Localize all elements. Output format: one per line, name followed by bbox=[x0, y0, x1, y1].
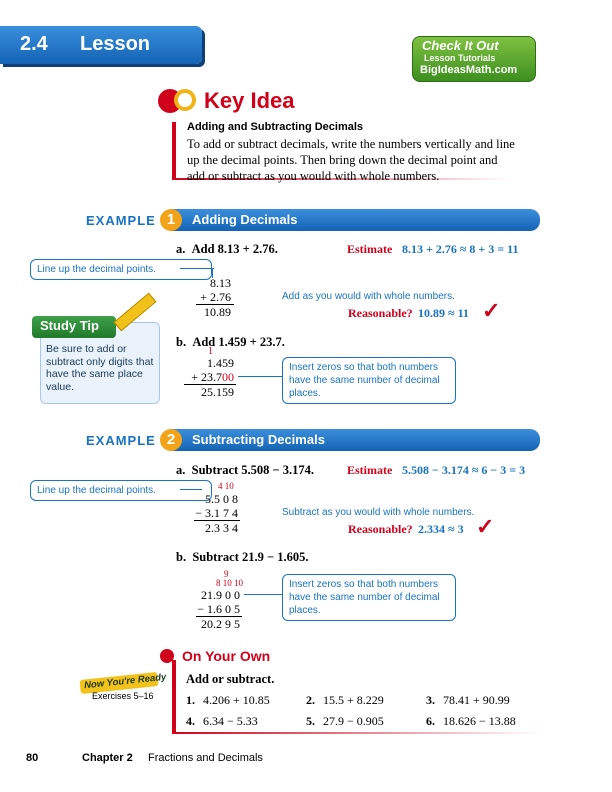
ex2a-borrow: 4 10 bbox=[218, 481, 234, 491]
key-idea-border bbox=[172, 122, 176, 180]
now-youre-ready-label: Now You're Ready bbox=[83, 671, 167, 692]
ex2b-prompt bbox=[176, 550, 308, 565]
ex2a-prompt bbox=[176, 463, 314, 478]
example-1-label: EXAMPLE bbox=[86, 213, 156, 228]
exercise-2-num: 2. bbox=[306, 693, 315, 707]
ex2b-letter: b. bbox=[176, 550, 187, 564]
ex1b-zeros: 00 bbox=[222, 370, 234, 384]
on-your-own-border-bottom bbox=[172, 732, 542, 734]
ex1a-reasonable-label: Reasonable? bbox=[348, 306, 413, 320]
ex1b-text: Add 1.459 + 23.7. bbox=[192, 335, 285, 349]
ex1a-line1: 8.13 bbox=[210, 276, 231, 290]
ex2b-line1: 21.9 0 0 bbox=[201, 588, 240, 602]
ex2a-reasonable-label: Reasonable? bbox=[348, 522, 413, 536]
ex1a-callout-arrow bbox=[180, 268, 214, 269]
example-1-number: 1 bbox=[160, 209, 182, 231]
ex2a-note: Subtract as you would with whole numbers. bbox=[282, 507, 475, 518]
on-your-own-border bbox=[172, 660, 176, 734]
ex1a-prompt bbox=[176, 242, 278, 257]
chapter-name: Fractions and Decimals bbox=[148, 752, 263, 764]
exercise-5 bbox=[306, 712, 384, 730]
ex2a-line2: − 3.1 7 4 bbox=[195, 506, 238, 520]
page-number: 80 bbox=[26, 752, 39, 764]
exercise-4 bbox=[186, 712, 258, 730]
ex1b-line2 bbox=[180, 370, 234, 384]
ex2a-reasonable: 2.334 ≈ 3 bbox=[418, 522, 464, 536]
badge-site-name: BigIdeasMath bbox=[420, 64, 492, 76]
badge-title: Check It Out bbox=[422, 38, 499, 53]
ex1b-prompt bbox=[176, 335, 285, 350]
ex1a-check-icon: ✓ bbox=[482, 298, 501, 323]
study-tip-text: Be sure to add or subtract only digits that have the same place value. bbox=[46, 343, 154, 393]
example-2-title: Subtracting Decimals bbox=[192, 432, 325, 447]
ex2b-result: 20.2 9 5 bbox=[201, 617, 240, 631]
ex2a-result: 2.3 3 4 bbox=[205, 521, 238, 535]
study-tip-title: Study Tip bbox=[40, 318, 99, 333]
ex1a-reasonable: 10.89 ≈ 11 bbox=[418, 306, 469, 320]
exercise-3 bbox=[426, 691, 510, 709]
exercise-3-expr: 78.41 + 90.99 bbox=[443, 693, 510, 707]
example-2-number: 2 bbox=[160, 429, 182, 451]
ex2b-line2: − 1.6 0 5 bbox=[197, 602, 240, 616]
lesson-number: 2.4 bbox=[20, 33, 48, 55]
ex1b-carry: 1 bbox=[208, 346, 213, 357]
exercise-4-num: 4. bbox=[186, 714, 195, 728]
exercise-3-num: 3. bbox=[426, 693, 435, 707]
ex2a-estimate: 5.508 − 3.174 ≈ 6 − 3 = 3 bbox=[402, 463, 526, 477]
ex1a-estimate-label: Estimate bbox=[347, 242, 393, 256]
ex2b-borrow-top: 9 bbox=[224, 569, 229, 579]
ex2a-line1: 5.5 0 8 bbox=[205, 492, 238, 506]
on-your-own-title: On Your Own bbox=[182, 648, 271, 664]
ex2a-text: Subtract 5.508 − 3.174. bbox=[191, 463, 315, 477]
exercise-2 bbox=[306, 691, 384, 709]
exercise-1-expr: 4.206 + 10.85 bbox=[203, 693, 270, 707]
ex1b-letter: b. bbox=[176, 335, 187, 349]
oyo-instruction: Add or subtract. bbox=[186, 672, 275, 686]
ex2a-callout-arrow bbox=[180, 489, 202, 490]
badge-subtitle: Lesson Tutorials bbox=[424, 53, 496, 63]
example-1-title: Adding Decimals bbox=[192, 212, 298, 227]
ex1a-letter: a. bbox=[176, 242, 186, 256]
now-youre-ready-exercises: Exercises 5–16 bbox=[92, 691, 154, 701]
key-idea-text: To add or subtract decimals, write the numbers vertically and line up the decimal points. Then bring down the decimal point and add or subtract as you would with whole numbers. bbox=[187, 137, 515, 183]
ex1b-callout: Insert zeros so that both numbers have the same number of decimal places. bbox=[282, 357, 456, 404]
ex1b-result: 25.159 bbox=[201, 385, 234, 399]
badge-site[interactable] bbox=[420, 64, 517, 76]
chapter-label: Chapter 2 bbox=[82, 752, 133, 764]
ex2b-borrow-mid: 8 10 10 bbox=[216, 578, 243, 588]
ex1a-line2: + 2.76 bbox=[200, 290, 231, 304]
badge-site-ext: .com bbox=[491, 64, 518, 76]
ex1a-note: Add as you would with whole numbers. bbox=[282, 291, 455, 302]
exercise-4-expr: 6.34 − 5.33 bbox=[203, 714, 258, 728]
ex1a-callout: Line up the decimal points. bbox=[30, 259, 212, 280]
ex1a-text: Add 8.13 + 2.76. bbox=[191, 242, 278, 256]
ex2b-text: Subtract 21.9 − 1.605. bbox=[192, 550, 309, 564]
exercise-1-num: 1. bbox=[186, 693, 195, 707]
exercise-6-num: 6. bbox=[426, 714, 435, 728]
ex1b-line2-prefix: + 23.7 bbox=[191, 370, 222, 384]
ex2b-callout: Insert zeros so that both numbers have the same number of decimal places. bbox=[282, 574, 456, 621]
key-icon bbox=[174, 89, 196, 111]
ex2a-letter: a. bbox=[176, 463, 186, 477]
exercise-5-expr: 27.9 − 0.905 bbox=[323, 714, 384, 728]
exercise-6-expr: 18.626 − 13.88 bbox=[443, 714, 516, 728]
ex1a-estimate: 8.13 + 2.76 ≈ 8 + 3 = 11 bbox=[402, 242, 519, 256]
ex2a-check-icon: ✓ bbox=[476, 514, 495, 539]
ex2a-callout: Line up the decimal points. bbox=[30, 480, 212, 501]
exercise-6 bbox=[426, 712, 516, 730]
exercise-2-expr: 15.5 + 8.229 bbox=[323, 693, 384, 707]
ex2a-estimate-label: Estimate bbox=[347, 463, 393, 477]
lesson-word: Lesson bbox=[80, 33, 151, 55]
exercise-5-num: 5. bbox=[306, 714, 315, 728]
key-idea-title: Key Idea bbox=[204, 88, 295, 113]
ex1b-line1: 1.459 bbox=[207, 356, 234, 370]
ex2b-callout-arrow bbox=[244, 594, 282, 595]
ex1b-callout-arrow bbox=[238, 376, 282, 377]
exercise-1 bbox=[186, 691, 270, 709]
key-idea-subtitle: Adding and Subtracting Decimals bbox=[187, 121, 364, 133]
example-2-label: EXAMPLE bbox=[86, 433, 156, 448]
ex1a-result: 10.89 bbox=[204, 305, 231, 319]
